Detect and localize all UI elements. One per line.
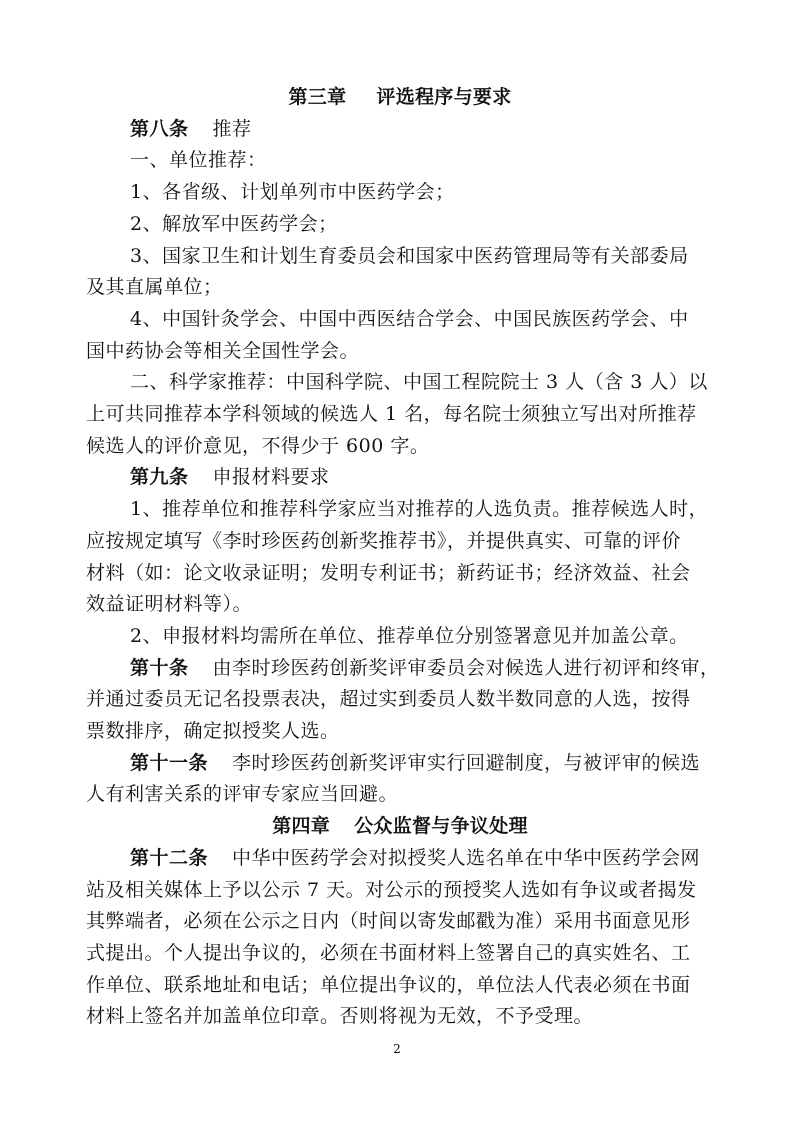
article-9-title: 申报材料要求 [212,466,330,489]
article-9-heading [86,462,714,494]
article-9-item-2: 2、申报材料均需所在单位、推荐单位分别签署意见并加盖公章。 [130,624,689,647]
page-number: 2 [393,1042,401,1056]
article-12-text: 中华中医药学会对拟授奖人选名单在中华中医药学会网 [232,846,701,869]
article-11-label: 第十一条 [130,751,209,774]
article-12-line-6: 材料上签名并加盖单位印章。否则将视为无效，不予受理。 [86,1005,594,1028]
article-11-text: 李时珍医药创新奖评审实行回避制度，与被评审的候选 [232,751,701,774]
scientist-recommendation-line-3: 候选人的评价意见，不得少于 600 字。 [86,434,430,457]
article-12-line-4: 式提出。个人提出争议的，必须在书面材料上签署自己的真实姓名、工 [86,941,691,964]
document-body [86,82,720,1033]
article-10-line-2: 并通过委员无记名投票表决，超过实到委员人数半数同意的人选，按得 [86,688,691,711]
chapter-4-heading [86,811,714,843]
article-12-line-1 [86,843,714,875]
article-10-line-1 [86,653,720,685]
unit-recommendation-heading: 一、单位推荐： [130,149,267,172]
article-9-item-1-line-2: 应按规定填写《李时珍医药创新奖推荐书》，并提供真实、可靠的评价 [86,529,682,552]
article-8-label: 第八条 [130,117,189,140]
article-12-line-2: 站及相关媒体上予以公示 7 天。对公示的预授奖人选如有争议或者揭发 [86,878,697,901]
article-8-item-1: 1、各省级、计划单列市中医药学会； [130,181,455,204]
article-12-line-5: 作单位、联系地址和电话；单位提出争议的，单位法人代表必须在书面 [86,973,691,996]
article-10-line-3: 票数排序，确定拟授奖人选。 [86,720,340,743]
article-9-item-1-line-1: 1、推荐单位和推荐科学家应当对推荐的人选负责。推荐候选人时， [130,498,709,521]
chapter-3-number: 第三章 [288,86,347,108]
article-9-item-1-line-4: 效益证明材料等）。 [86,593,253,616]
article-8-item-4-line-2: 国中药协会等相关全国性学会。 [86,339,360,362]
chapter-4-number: 第四章 [272,815,331,838]
chapter-4-title: 公众监督与争议处理 [354,815,528,838]
article-8-title: 推荐 [212,117,252,140]
article-9-label: 第九条 [130,466,189,489]
article-12-line-3: 其弊端者，必须在公示之日内（时间以寄发邮戳为准）采用书面意见形 [86,910,691,933]
article-8-item-3-line-1: 3、国家卫生和计划生育委员会和国家中医药管理局等有关部委局 [130,244,689,267]
article-9-item-1-line-3: 材料（如：论文收录证明；发明专利证书；新药证书；经济效益、社会 [86,561,691,584]
article-8-item-3-line-2: 及其直属单位； [86,276,223,299]
article-8-heading [86,114,714,146]
scientist-recommendation-line-1: 二、科学家推荐：中国科学院、中国工程院院士 3 人（含 3 人）以 [130,371,708,394]
article-10-label: 第十条 [130,656,189,679]
article-10-text: 由李时珍医药创新奖评审委员会对候选人进行初评和终审， [212,656,720,679]
scientist-recommendation-line-2: 上可共同推荐本学科领域的候选人 1 名，每名院士须独立写出对所推荐 [86,403,697,426]
chapter-3-title: 评选程序与要求 [376,86,512,108]
article-11-line-1 [86,748,714,780]
article-8-item-4-line-1: 4、中国针灸学会、中国中西医结合学会、中国民族医药学会、中 [130,307,689,330]
chapter-3-heading [86,82,714,114]
article-12-label: 第十二条 [130,846,209,869]
article-8-item-2: 2、解放军中医药学会； [130,212,338,235]
article-11-line-2: 人有利害关系的评审专家应当回避。 [86,783,399,806]
